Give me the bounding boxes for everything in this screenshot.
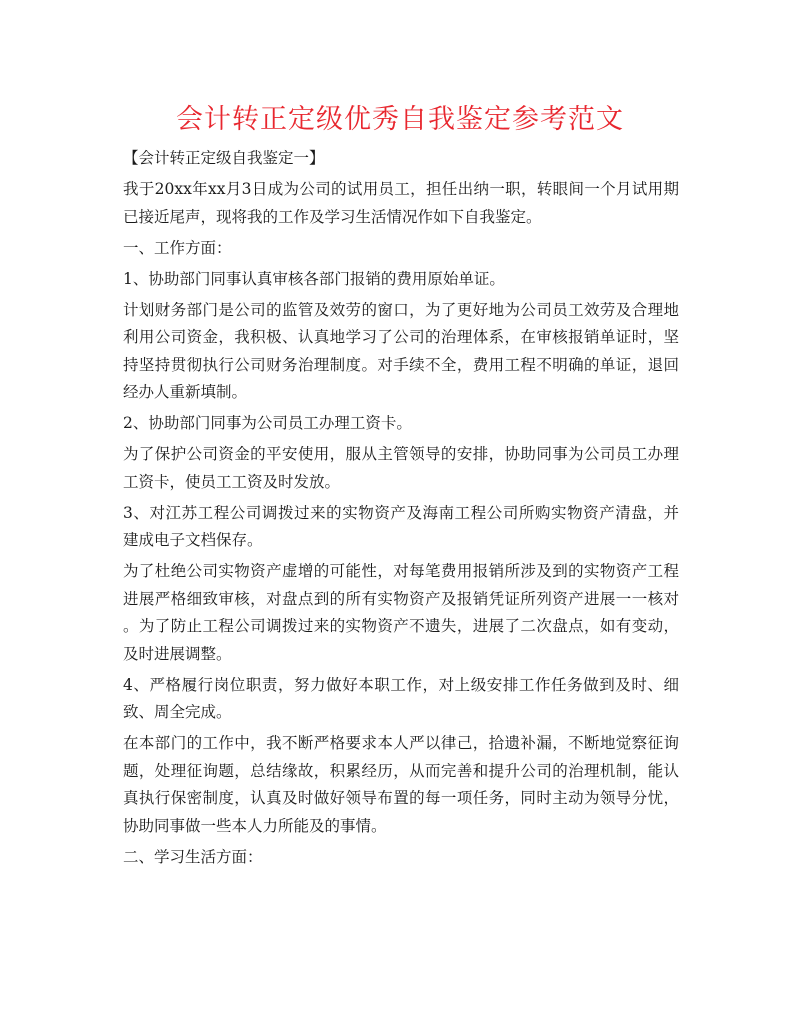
text-line: 建成电子文档保存。 [123,531,263,549]
text-line: 3、对江苏工程公司调拨过来的实物资产及海南工程公司所购实物资产清盘，并 [123,503,679,522]
text-line: 4、严格履行岗位职责，努力做好本职工作，对上级安排工作任务做到及时、细 [123,675,679,694]
text-line: 真执行保密制度，认真及时做好领导布置的每一项任务，同时主动为领导分忧， [123,789,679,807]
paragraph [123,266,679,294]
paragraph [123,297,679,407]
paragraph [123,145,679,173]
paragraph [123,176,679,231]
paragraph [123,500,679,555]
paragraph [123,730,679,840]
document-body [123,145,679,871]
paragraph [123,558,679,668]
paragraph [123,235,679,263]
text-line: 工资卡，使员工工资及时发放。 [123,472,341,491]
text-line: 2、协助部门同事为公司员工办理工资卡。 [123,414,412,432]
paragraph [123,410,679,438]
text-line: 为了杜绝公司实物资产虚增的可能性，对每笔费用报销所涉及到的实物资产工程 [123,562,679,580]
page-title: 会计转正定级优秀自我鉴定参考范文 [176,104,624,135]
text-line: 进展严格细致审核，对盘点到的所有实物资产及报销凭证所列资产进展一一核对 [123,589,679,608]
paragraph [123,441,679,496]
text-line: 经办人重新填制。 [123,383,248,401]
text-line: 为了保护公司资金的平安使用，服从主管领导的安排，协助同事为公司员工办理 [123,445,679,463]
text-line: 我于20xx年xx月3日成为公司的试用员工，担任出纳一职，转眼间一个月试用期 [123,180,679,198]
text-line: 【会计转正定级自我鉴定一】 [123,149,325,167]
text-line: 题，处理征询题，总结缘故，积累经历，从而完善和提升公司的治理机制，能认 [123,761,679,780]
text-line: 已接近尾声，现将我的工作及学习生活情况作如下自我鉴定。 [123,207,542,226]
text-line: 。为了防止工程公司调拨过来的实物资产不遗失，进展了二次盘点，如有变动， [123,617,679,635]
text-line: 一、工作方面： [123,238,232,257]
paragraph [123,672,679,727]
paragraph [123,844,679,872]
text-line: 计划财务部门是公司的监管及效劳的窗口，为了更好地为公司员工效劳及合理地 [123,300,679,319]
text-line: 1、协助部门同事认真审核各部门报销的费用原始单证。 [123,269,505,288]
text-line: 二、学习生活方面： [123,847,263,866]
text-line: 致、周全完成。 [123,703,232,721]
text-line: 及时进展调整。 [123,644,232,663]
text-line: 协助同事做一些本人力所能及的事情。 [123,816,387,835]
text-line: 利用公司资金，我积极、认真地学习了公司的治理体系，在审核报销单证时，坚 [123,328,679,346]
text-line: 持坚持贯彻执行公司财务治理制度。对手续不全，费用工程不明确的单证，退回 [123,355,679,374]
text-line: 在本部门的工作中，我不断严格要求本人严以律己，拾遗补漏，不断地觉察征询 [123,734,679,752]
